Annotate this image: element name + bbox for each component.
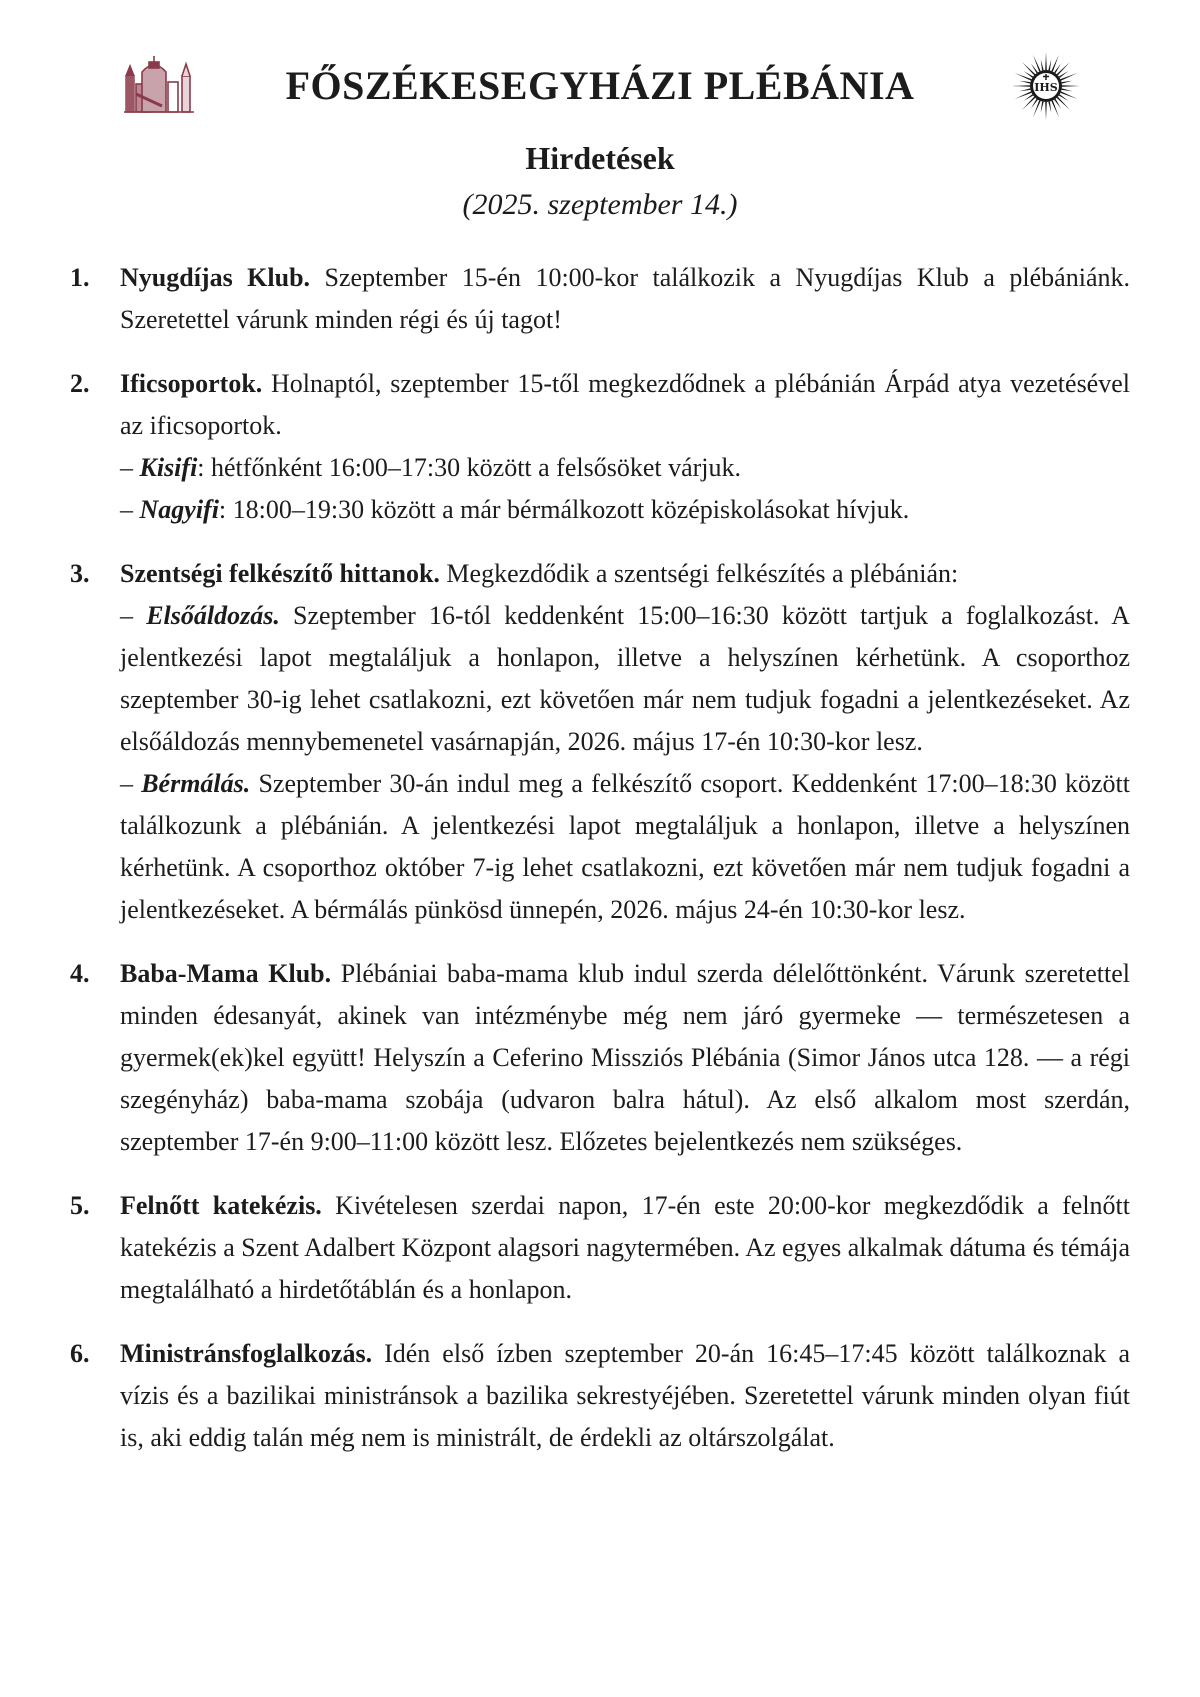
item-number: 2. (70, 369, 90, 398)
item-paragraph (120, 363, 1130, 447)
sun-ray (1062, 85, 1080, 87)
parish-title: FŐSZÉKESEGYHÁZI PLÉBÁNIA (285, 63, 915, 108)
item-heading: Nyugdíjas Klub. (120, 263, 311, 292)
sun-ray (1020, 81, 1031, 84)
item-number: 6. (70, 1339, 90, 1368)
announcement-item (70, 1333, 1130, 1459)
sub-item (120, 447, 1130, 489)
sub-item (120, 489, 1130, 531)
item-heading: Szentségi felkészítő hittanok. (120, 559, 440, 588)
item-text: Plébániai baba-mama klub indul szerda délelőttönként. Várunk szeretettel minden édesanyát, akinek van intézménybe még nem járó gyermeke — természetesen a gyermek(ek)kel együtt! Helyszín a Ceferino Missziós Plébánia (Simor János utca 128. — a régi szegényház) baba-mama szobája (udvaron balra hátul). Az első alkalom most szerdán, szeptember 17-én 9:00–11:00 között lesz. Előzetes bejelentkezés nem szükséges. (120, 959, 1131, 1156)
sun-ray (1022, 62, 1035, 75)
item-text: Kivételesen szerdai napon, 17-én este 20:00-kor megkezdődik a felnőtt katekézis a Szent Adalbert Központ alagsori nagytermében. Az egyes alkalmak dátuma és témája megtalálható a hirdetőtáblán és a honlapon. (120, 1191, 1131, 1304)
document-title: Hirdetések (525, 140, 675, 176)
sub-item-dash: – (120, 769, 142, 798)
sun-ray (1012, 85, 1030, 87)
svg-text:IHS: IHS (1034, 81, 1058, 94)
item-number: 5. (70, 1191, 90, 1220)
ihs-sunburst-icon (1010, 50, 1082, 122)
announcement-item (70, 953, 1130, 1163)
sun-ray (1041, 102, 1044, 113)
sun-ray (1022, 97, 1035, 110)
sun-ray (1045, 102, 1047, 120)
sub-item-dash: – (120, 495, 140, 524)
item-text: Idén első ízben szeptember 20-án 16:45–17:45 között találkoznak a vízis és a bazilikai ministránsok a bazilika sekrestyéjében. Szeretettel várunk minden olyan fiút is, aki eddig talán még nem is ministrált, de érdekli az oltárszolgálat. (120, 1339, 1130, 1452)
item-heading: Felnőtt katekézis. (120, 1191, 322, 1220)
item-paragraph (120, 1185, 1130, 1311)
sun-ray (1048, 60, 1051, 71)
item-text: Holnaptól, szeptember 15-től megkezdődnek a plébánián Árpád atya vezetésével az ificsoportok. (120, 369, 1130, 440)
item-heading: Ificsoportok. (120, 369, 263, 398)
item-number: 1. (70, 263, 90, 292)
sub-item-label: Kisifi (139, 453, 198, 482)
announcement-item (70, 363, 1130, 531)
announcement-item (70, 1185, 1130, 1311)
announcement-item (70, 257, 1130, 341)
item-paragraph (120, 953, 1130, 1163)
sub-item-text: Szeptember 30-án indul meg a felkészítő csoport. Keddenként 17:00–18:30 között találkozunk a plébánián. A jelentkezési lapot megtaláljuk a honlapon, illetve a helyszínen kérhetünk. A csoporthoz október 7-ig lehet csatlakozni, ezt követően már nem tudjuk fogadni a jelentkezéseket. A bérmálás pünkösd ünnepén, 2026. május 24-én 10:30-kor lesz. (120, 769, 1131, 924)
sub-item-dash: – (120, 601, 147, 630)
sub-item-label: Elsőáldozás. (146, 601, 280, 630)
sub-item-dash: – (120, 453, 140, 482)
item-text: Szeptember 15-én 10:00-kor találkozik a Nyugdíjas Klub a plébániánk. Szeretettel várunk minden régi és új tagot! (120, 263, 1130, 334)
sun-ray (1020, 88, 1031, 91)
sun-ray (1062, 88, 1073, 91)
sub-item (120, 763, 1130, 931)
item-paragraph (120, 553, 1130, 595)
document-date: (2025. szeptember 14.) (462, 188, 738, 221)
item-number: 3. (70, 559, 90, 588)
sun-ray (1041, 60, 1044, 71)
sub-item (120, 595, 1130, 763)
item-heading: Baba-Mama Klub. (120, 959, 332, 988)
sub-item-label: Nagyifi (139, 495, 219, 524)
item-heading: Ministránsfoglalkozás. (120, 1339, 373, 1368)
announcement-list (70, 257, 1130, 1481)
sun-ray (1057, 62, 1070, 75)
announcement-item (70, 553, 1130, 931)
sun-ray (1045, 52, 1047, 70)
sun-ray (1062, 81, 1073, 84)
sub-item-text: Szeptember 16-tól keddenként 15:00–16:30 között tartjuk a foglalkozást. A jelentkezési lapot megtaláljuk a honlapon, illetve a helyszínen kérhetünk. A csoporthoz szeptember 30-ig lehet csatlakozni, ezt követően már nem tudjuk fogadni a jelentkezéseket. Az elsőáldozás mennybemenetel vasárnapján, 2026. május 17-én 10:30-kor lesz. (120, 601, 1131, 756)
sun-ray (1048, 102, 1051, 113)
item-paragraph (120, 257, 1130, 341)
item-paragraph (120, 1333, 1130, 1459)
sub-item-text: : 18:00–19:30 között a már bérmálkozott középiskolásokat hívjuk. (218, 495, 910, 524)
sub-item-label: Bérmálás. (141, 769, 251, 798)
sub-item-text: : hétfőnként 16:00–17:30 között a felsősöket várjuk. (197, 453, 742, 482)
sun-ray (1057, 97, 1070, 110)
item-number: 4. (70, 959, 90, 988)
page-header (0, 50, 1200, 130)
item-text: Megkezdődik a szentségi felkészítés a plébánián: (439, 559, 959, 588)
